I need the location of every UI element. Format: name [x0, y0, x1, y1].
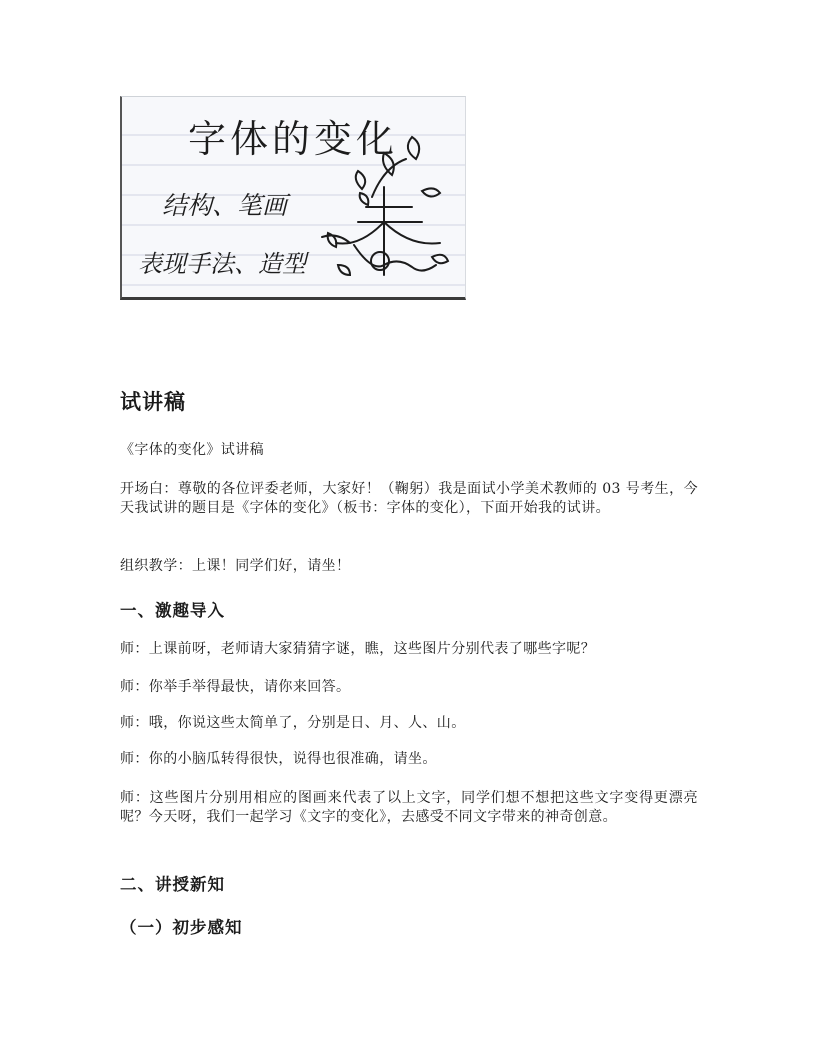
section1-paragraph-1: 师：上课前呀，老师请大家猜猜字谜，瞧，这些图片分别代表了哪些字呢？: [120, 641, 596, 657]
section1-paragraph-2: 师：你举手举得最快，请你来回答。: [120, 679, 351, 695]
board-line-1: 结构、笔画: [162, 191, 288, 220]
board-title: 字体的变化: [188, 117, 399, 161]
document-subtitle: 《字体的变化》试讲稿: [120, 442, 264, 458]
organize-paragraph: 组织教学：上课！同学们好，请坐！: [120, 558, 351, 574]
document-title: 试讲稿: [120, 390, 186, 414]
section1-paragraph-4: 师：你的小脑瓜转得很快，说得也很准确，请坐。: [120, 751, 437, 767]
section1-paragraph-3: 师：哦，你说这些太简单了，分别是日、月、人、山。: [120, 715, 466, 731]
board-writing: [122, 97, 465, 298]
section-heading-1: 一、激趣导入: [120, 601, 225, 620]
section-heading-2: 二、讲授新知: [120, 875, 225, 894]
board-line-2: 表现手法、造型: [138, 250, 306, 278]
subsection-heading-1: （一）初步感知: [120, 918, 243, 937]
section1-paragraph-5: 师：这些图片分别用相应的图画来代表了以上文字，同学们想不想把这些文字变得更漂亮呢？今天呀，我们一起学习《文字的变化》，去感受不同文字带来的神奇创意。: [120, 790, 698, 825]
blackboard-photo: [120, 96, 466, 300]
opening-paragraph: 开场白：尊敬的各位评委老师，大家好！（鞠躬）我是面试小学美术教师的 03 号考生，今天我试讲的题目是《字体的变化》（板书：字体的变化），下面开始我的试讲。: [120, 481, 698, 516]
